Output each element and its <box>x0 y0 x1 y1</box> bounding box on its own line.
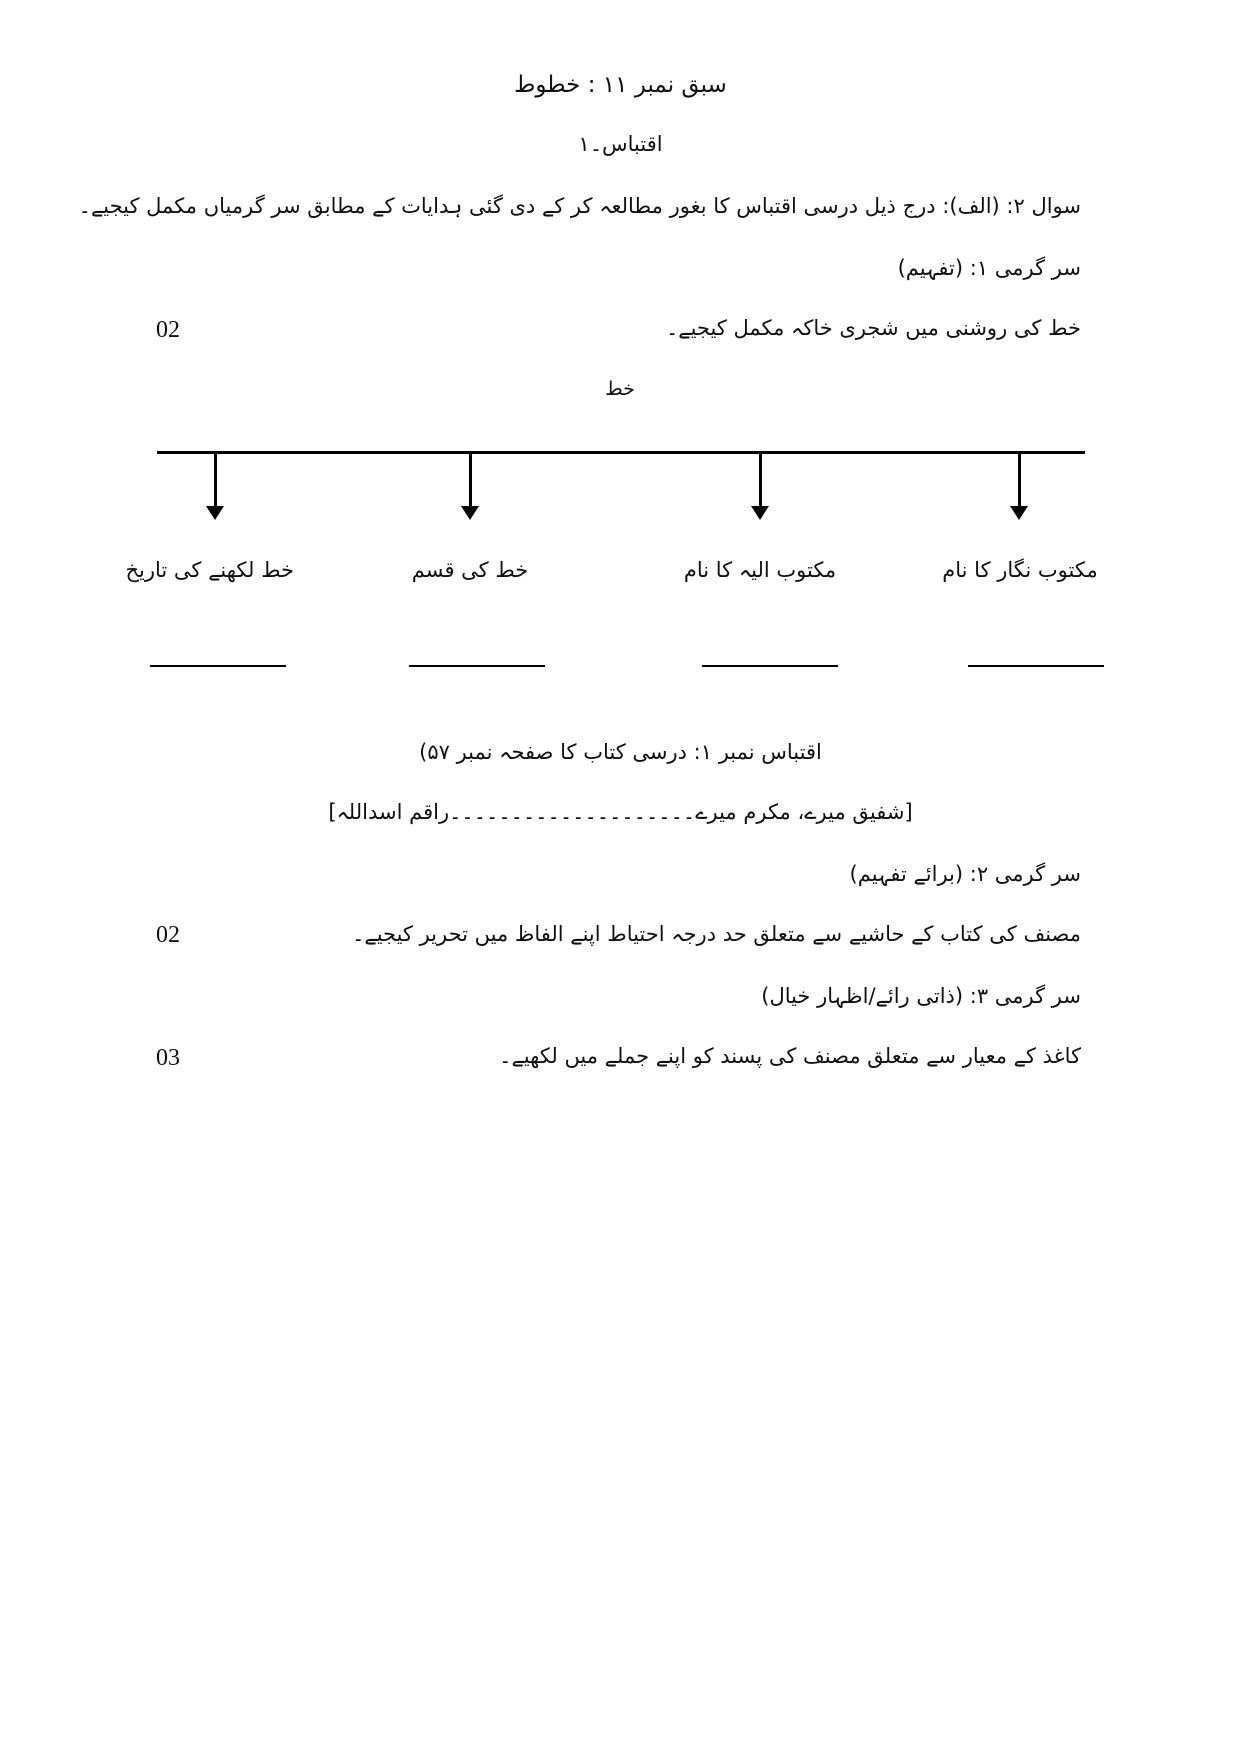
lesson-title: سبق نمبر ۱۱ : خطوط <box>514 72 727 98</box>
tree-branch-line <box>759 453 762 507</box>
tree-branch-line <box>214 453 217 507</box>
activity-3-label: سر گرمی ۳: (ذاتی رائے/اظہار خیال) <box>761 984 1081 1008</box>
arrow-down-icon <box>1010 506 1028 520</box>
tree-root-label: خط <box>605 378 635 400</box>
answer-blank-line[interactable] <box>409 665 545 667</box>
activity-2-label: سر گرمی ۲: (برائے تفہیم) <box>849 862 1081 886</box>
activity-3-marks: 03 <box>156 1045 180 1071</box>
answer-blank-line[interactable] <box>702 665 838 667</box>
answer-blank-line[interactable] <box>150 665 286 667</box>
activity-3-instruction: کاغذ کے معیار سے متعلق مصنف کی پسند کو اپنے جملے میں لکھیے۔ <box>499 1044 1081 1068</box>
activity-1-label: سر گرمی ۱: (تفہیم) <box>897 256 1081 280</box>
tree-branch-line <box>469 453 472 507</box>
activity-2-marks: 02 <box>156 922 180 948</box>
arrow-down-icon <box>751 506 769 520</box>
tree-branch-letter-type: خط کی قسم <box>411 558 529 582</box>
excerpt-heading: اقتباس۔۱ <box>578 132 663 156</box>
tree-branch-line <box>1018 453 1021 507</box>
excerpt-reference: اقتباس نمبر ۱: درسی کتاب کا صفحہ نمبر ۵۷) <box>419 740 822 764</box>
answer-blank-line[interactable] <box>968 665 1104 667</box>
activity-1-marks: 02 <box>156 317 180 343</box>
activity-1-instruction: خط کی روشنی میں شجری خاکہ مکمل کیجیے۔ <box>665 316 1081 340</box>
tree-branch-letter-date: خط لکھنے کی تاریخ <box>125 558 294 582</box>
tree-branch-writer-name: مکتوب نگار کا نام <box>942 558 1098 582</box>
tree-trunk-line <box>157 451 1085 454</box>
question-text: سوال ۲: (الف): درج ذیل درسی اقتباس کا بغور مطالعہ کر کے دی گئی ہدایات کے مطابق سر گرمیاں مکمل کیجیے۔ <box>78 194 1081 218</box>
arrow-down-icon <box>206 506 224 520</box>
excerpt-range: [شفیق میرے، مکرم میرے۔۔۔۔۔۔۔۔۔۔۔۔۔۔۔۔۔۔۔۔راقم اسداللہ] <box>328 800 913 824</box>
activity-2-instruction: مصنف کی کتاب کے حاشیے سے متعلق حد درجہ احتیاط اپنے الفاظ میں تحریر کیجیے۔ <box>352 922 1081 946</box>
arrow-down-icon <box>461 506 479 520</box>
tree-branch-recipient-name: مکتوب الیہ کا نام <box>683 558 837 582</box>
